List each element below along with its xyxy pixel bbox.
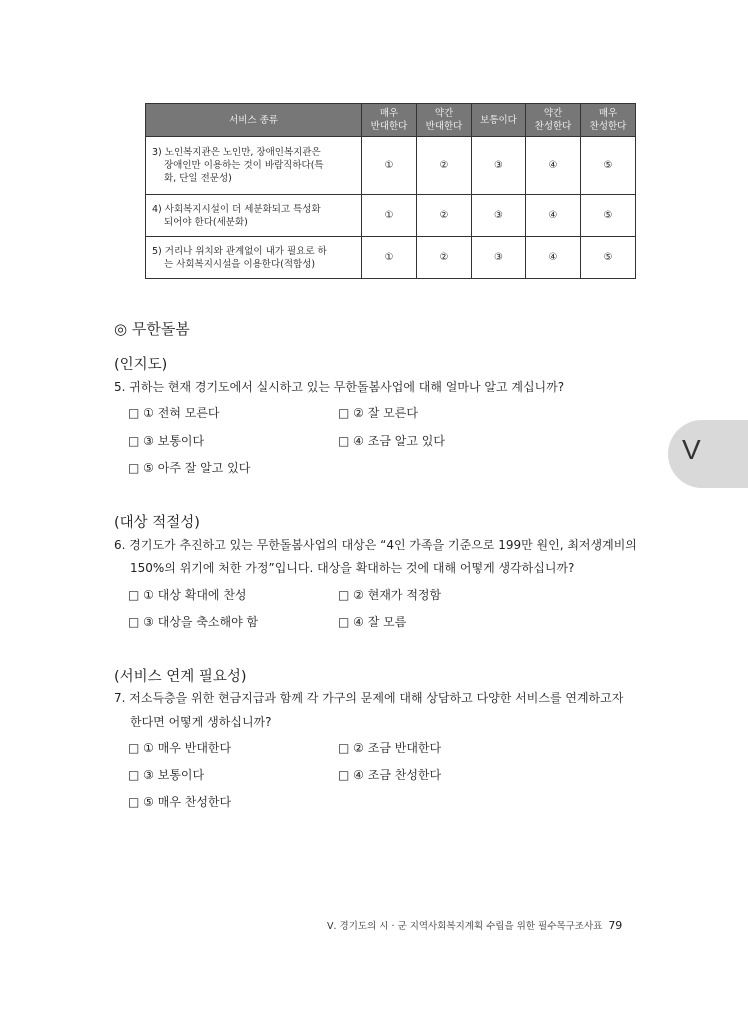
header-line: 약간 반대한다: [425, 108, 463, 132]
q6-subtitle: (대상 적절성): [114, 515, 200, 531]
q5-option-1[interactable]: □ ① 전혀 모른다: [128, 406, 220, 420]
option-2[interactable]: ②: [417, 195, 472, 237]
header-somewhat-agree: [526, 104, 581, 137]
q7-option-5[interactable]: □ ⑤ 매우 찬성한다: [128, 795, 232, 809]
chapter-label: V: [682, 434, 701, 465]
item-line: 4) 사회복지시설이 더 세분화되고 특성화: [152, 203, 321, 215]
header-line: 약간 찬성한다: [534, 108, 572, 132]
option-2[interactable]: ②: [417, 137, 472, 195]
row-item-5: [146, 237, 362, 279]
item-line: 5) 거리나 위치와 관계없이 내가 필요로 하: [152, 245, 327, 257]
item-line: 는 사회복지시설을 이용한다(적합성): [164, 258, 316, 270]
table-row: [146, 195, 636, 237]
option-5[interactable]: ⑤: [581, 195, 636, 237]
option-1[interactable]: ①: [362, 237, 417, 279]
row-item-4: [146, 195, 362, 237]
option-3[interactable]: ③: [472, 195, 526, 237]
item-line: 장애인만 이용하는 것이 바람직하다(특: [164, 160, 324, 171]
table-row: [146, 137, 636, 195]
q7-option-3[interactable]: □ ③ 보통이다: [128, 768, 205, 782]
q6-option-4[interactable]: □ ④ 잘 모름: [338, 615, 407, 629]
q5-option-4[interactable]: □ ④ 조금 알고 있다: [338, 434, 445, 448]
q7-text-line1: 7. 저소득층을 위한 현금지급과 함께 각 가구의 문제에 대해 상담하고 다양한 서비스를 연계하고자: [114, 691, 624, 705]
option-3[interactable]: ③: [472, 137, 526, 195]
footer-text: Ⅴ. 경기도의 시 · 군 지역사회복지계획 수립을 위한 필수목구조사표: [327, 921, 603, 932]
option-1[interactable]: ①: [362, 195, 417, 237]
q6-option-2[interactable]: □ ② 현재가 적정함: [338, 588, 442, 602]
q5-option-5[interactable]: □ ⑤ 아주 잘 알고 있다: [128, 461, 251, 475]
item-line: 화, 단일 전문성): [164, 173, 232, 184]
option-4[interactable]: ④: [526, 237, 581, 279]
option-4[interactable]: ④: [526, 195, 581, 237]
q5-option-3[interactable]: □ ③ 보통이다: [128, 434, 205, 448]
service-type-table: [145, 103, 636, 279]
option-2[interactable]: ②: [417, 237, 472, 279]
q7-text-line2: 한다면 어떻게 생하십니까?: [130, 715, 272, 729]
q7-option-4[interactable]: □ ④ 조금 찬성한다: [338, 768, 442, 782]
option-5[interactable]: ⑤: [581, 237, 636, 279]
q6-option-1[interactable]: □ ① 대상 확대에 찬성: [128, 588, 247, 602]
item-line: 3) 노인복지관은 노인만, 장애인복지관은: [152, 147, 321, 158]
page-number: 79: [608, 919, 623, 932]
item-line: 되어야 한다(세분화): [164, 216, 248, 228]
q6-option-3[interactable]: □ ③ 대상을 축소해야 함: [128, 615, 259, 629]
header-neutral: 보통이다: [472, 104, 526, 137]
option-3[interactable]: ③: [472, 237, 526, 279]
q5-text: 5. 귀하는 현재 경기도에서 실시하고 있는 무한돌봄사업에 대해 얼마나 알고 계십니까?: [114, 380, 565, 394]
option-1[interactable]: ①: [362, 137, 417, 195]
q5-subtitle: (인지도): [114, 357, 168, 373]
header-strongly-agree: [581, 104, 636, 137]
option-5[interactable]: ⑤: [581, 137, 636, 195]
q7-subtitle: (서비스 연계 필요성): [114, 669, 247, 685]
header-line: 매우 반대한다: [370, 108, 408, 132]
row-item-3: [146, 137, 362, 195]
section-title: ◎ 무한돌봄: [114, 320, 190, 338]
q7-option-2[interactable]: □ ② 조금 반대한다: [338, 741, 442, 755]
q6-text-line1: 6. 경기도가 추진하고 있는 무한돌봄사업의 대상은 “4인 가족을 기준으로 199만 원인, 최저생계비의: [114, 538, 637, 552]
option-4[interactable]: ④: [526, 137, 581, 195]
chapter-tab: [668, 420, 748, 488]
q5-option-2[interactable]: □ ② 잘 모른다: [338, 406, 418, 420]
q7-option-1[interactable]: □ ① 매우 반대한다: [128, 741, 232, 755]
table-header-row: [146, 104, 636, 137]
header-service-type: 서비스 종류: [146, 104, 362, 137]
page-footer: [327, 918, 622, 932]
header-line: 매우 찬성한다: [589, 108, 627, 132]
header-somewhat-oppose: [417, 104, 472, 137]
q6-text-line2: 150%의 위기에 처한 가정”입니다. 대상을 확대하는 것에 대해 어떻게 생각하십니까?: [130, 561, 575, 575]
header-strongly-oppose: [362, 104, 417, 137]
table-row: [146, 237, 636, 279]
